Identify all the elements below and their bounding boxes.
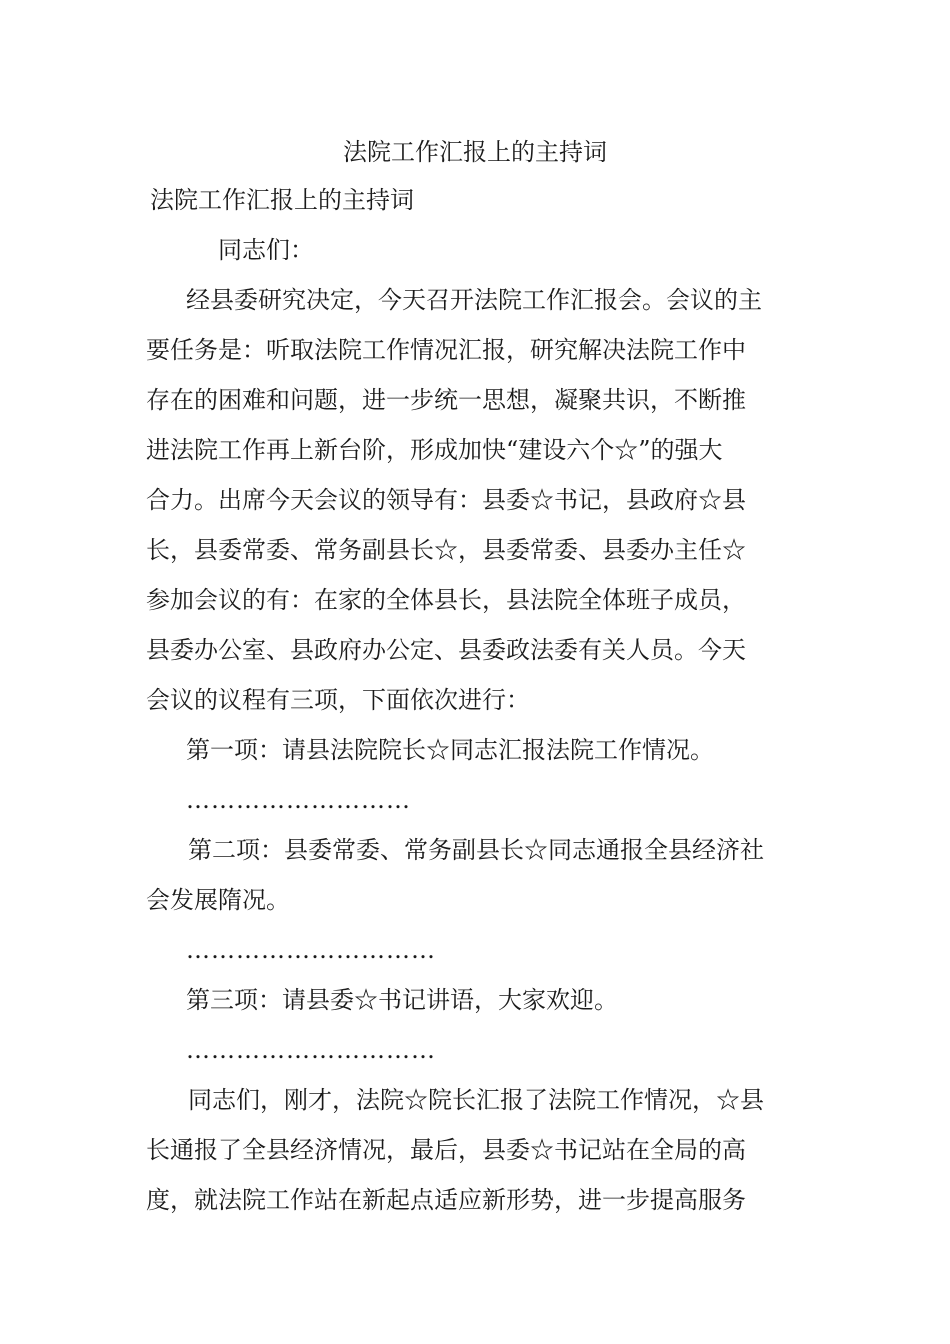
paragraph-line: 会发展隋况。 — [146, 886, 290, 914]
paragraph-line: 经县委研究决定，今天召开法院工作汇报会。会议的主 — [186, 286, 762, 314]
greeting: 同志们： — [218, 236, 314, 264]
paragraph-line: 会议的议程有三项，下面依次进行： — [146, 686, 530, 714]
ellipsis-divider: ………………………… — [186, 936, 436, 964]
agenda-item-1: 第一项：请县法院院长☆同志汇报法院工作情况。 — [186, 736, 714, 764]
paragraph-line: 进法院工作再上新台阶，形成加快“建设六个☆”的强大 — [146, 436, 723, 464]
agenda-item-2: 第二项：县委常委、常务副县长☆同志通报全县经济社 — [188, 836, 764, 864]
document-title: 法院工作汇报上的主持词 — [343, 138, 607, 166]
ellipsis-divider: ………………………… — [186, 1036, 436, 1064]
agenda-item-3: 第三项：请县委☆书记讲语，大家欢迎。 — [186, 986, 618, 1014]
paragraph-line: 度，就法院工作站在新起点适应新形势，进一步提高服务 — [146, 1186, 746, 1214]
paragraph-line: 同志们，刚才，法院☆院长汇报了法院工作情况，☆县 — [188, 1086, 764, 1114]
paragraph-line: 合力。出席今天会议的领导有：县委☆书记，县政府☆县 — [146, 486, 746, 514]
ellipsis-divider: ……………………… — [186, 786, 411, 814]
paragraph-line: 县委办公室、县政府办公定、县委政法委有关人员。今天 — [146, 636, 746, 664]
paragraph-line: 长，县委常委、常务副县长☆，县委常委、县委办主任☆ — [146, 536, 746, 564]
paragraph-line: 参加会议的有：在家的全体县长，县法院全体班子成员， — [146, 586, 746, 614]
document-subtitle: 法院工作汇报上的主持词 — [150, 186, 414, 214]
paragraph-line: 长通报了全县经济情况，最后，县委☆书记站在全局的高 — [146, 1136, 746, 1164]
paragraph-line: 存在的困难和问题，进一步统一思想，凝聚共识，不断推 — [146, 386, 746, 414]
paragraph-line: 要任务是：听取法院工作情况汇报，研究解决法院工作中 — [146, 336, 746, 364]
